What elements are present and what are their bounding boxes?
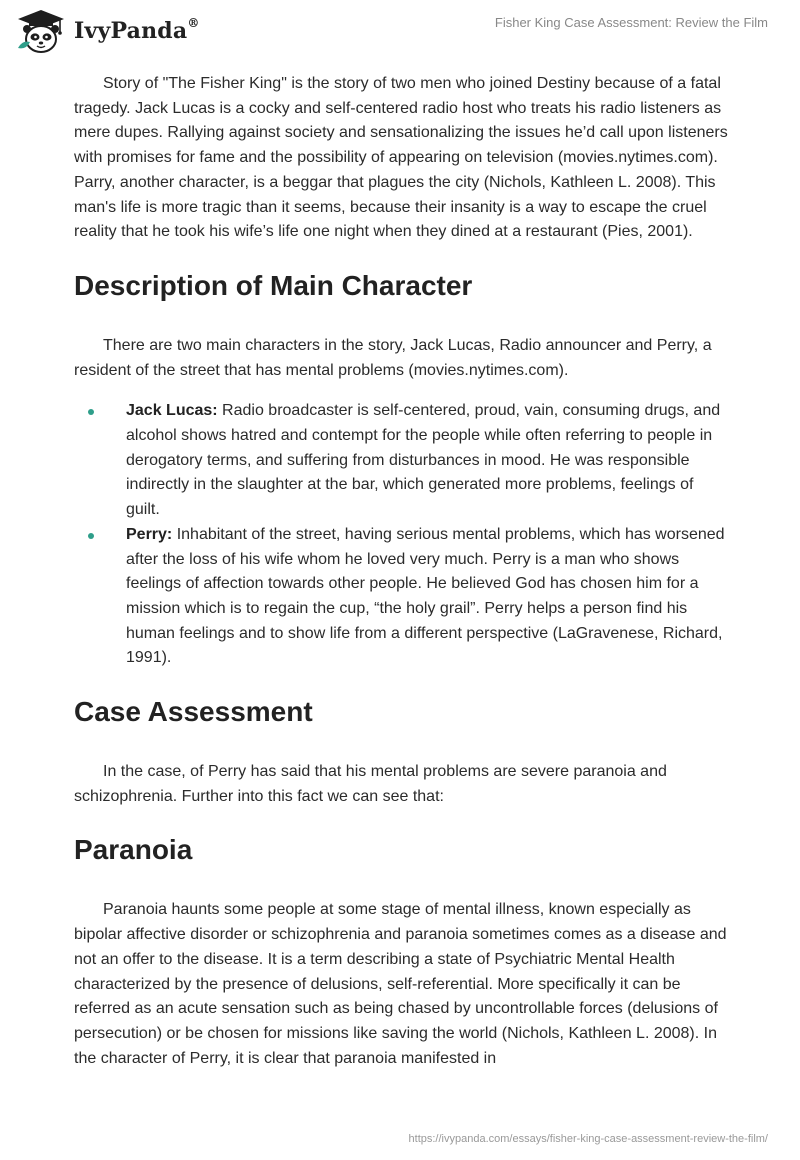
- intro-paragraph: Story of "The Fisher King" is the story of two men who joined Destiny because of a fatal tragedy. Jack Lucas is a cocky and self-centered radio host who treats his radio listeners as mere dupes. Rallying against society and sensationalizing the issues he’d call upon listeners with promises for fame and the possibility of appearing on television (movies.nytimes.com). Parry, another character, is a beggar that plagues the city (Nichols, Kathleen L. 2008). This man's life is more tragic than it seems, because their insanity is a way to escape the cruel reality that he took his wife’s life one night when they dined at a restaurant (Pies, 2001).: [74, 75, 728, 241]
- list-item-text: Radio broadcaster is self-centered, proud, vain, consuming drugs, and alcohol shows hatred and contempt for the people while often referring to people in derogatory terms, and suffering from disturbances in mood. He was responsible indirectly in the slaughter at the bar, which generated more problems, feelings of guilt.: [126, 402, 721, 519]
- bullet-icon: [88, 409, 94, 415]
- list-item-perry: [74, 523, 728, 671]
- heading-case-assessment: Case Assessment: [74, 696, 313, 728]
- list-item-term: Perry:: [126, 525, 173, 543]
- ivypanda-logo[interactable]: [14, 8, 200, 54]
- article-body: [74, 70, 728, 1071]
- document-title: Fisher King Case Assessment: Review the Film: [494, 15, 768, 30]
- paranoia-paragraph: Paranoia haunts some people at some stage of mental illness, known especially as bipolar affective disorder or schizophrenia and paranoia sometimes comes as a disease and not an offer to the disease. It is a term describing a state of Psychiatric Mental Health characterized by the presence of delusions, self-referential. More specifically it can be referred as an acute sensation such as being chased by uncontrollable forces (delusions of persecution) or be chosen for missions like saving the world (Nichols, Kathleen L. 2008). In the character of Perry, it is clear that paranoia manifested in: [74, 901, 727, 1067]
- character-list: [74, 399, 728, 671]
- list-item-term: Jack Lucas:: [126, 402, 218, 420]
- brand-name: IvyPanda®: [74, 16, 200, 44]
- main-characters-paragraph: There are two main characters in the story, Jack Lucas, Radio announcer and Perry, a resident of the street that has mental problems (movies.nytimes.com).: [74, 336, 712, 379]
- source-url[interactable]: https://ivypanda.com/essays/fisher-king-case-assessment-review-the-film/: [408, 1133, 768, 1145]
- heading-paranoia: Paranoia: [74, 834, 193, 866]
- page-header: [0, 0, 800, 70]
- case-paragraph: In the case, of Perry has said that his mental problems are severe paranoia and schizophrenia. Further into this fact we can see that:: [74, 763, 667, 805]
- bullet-icon: [88, 533, 94, 539]
- panda-graduate-icon: [14, 8, 68, 54]
- list-item-text: Inhabitant of the street, having serious mental problems, which has worsened after the loss of his wife whom he loved very much. Perry is a man who shows feelings of affection towards other people. He believed God has chosen him for a mission which is to regain the cup, “the holy grail”. Perry helps a person find his human feelings and to show life from a different perspective (LaGravenese, Richard, 1991).: [126, 525, 725, 667]
- heading-description-of-main-character: Description of Main Character: [74, 269, 473, 301]
- list-item-jack-lucas: [74, 399, 728, 523]
